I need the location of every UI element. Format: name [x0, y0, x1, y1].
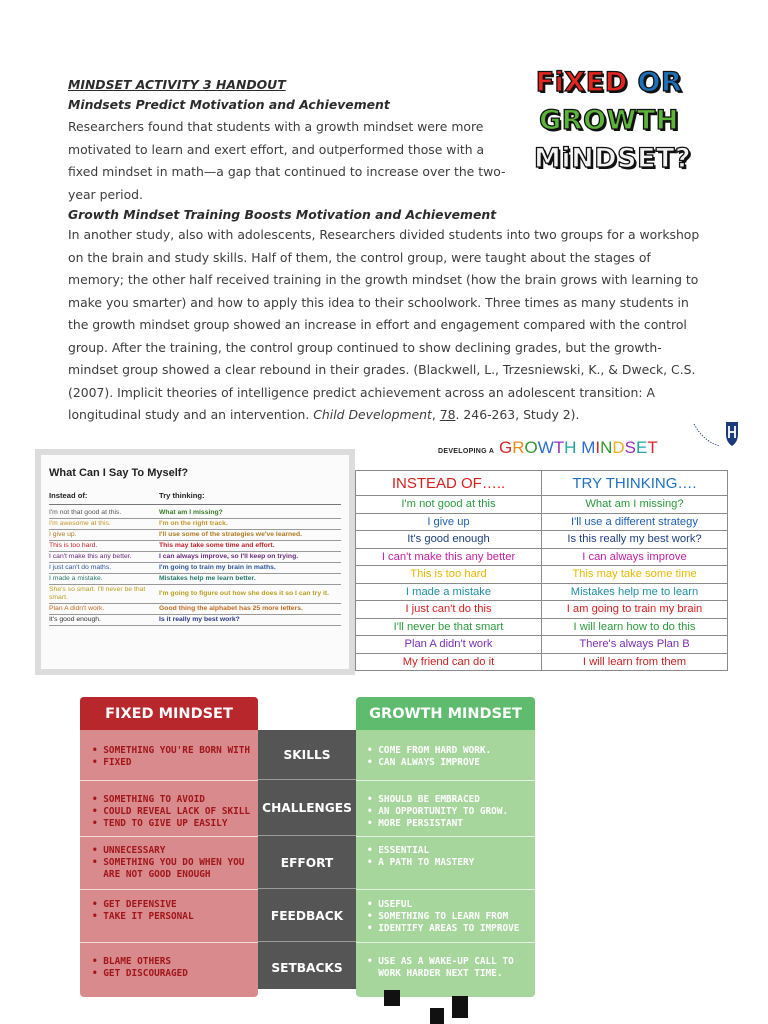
card-rows [49, 508, 341, 626]
growth-mindset-panel [356, 697, 535, 997]
growth-table-row [356, 531, 728, 549]
growth-separator [356, 836, 535, 837]
growth-table-row [356, 618, 728, 636]
category-label: EFFORT [280, 855, 334, 870]
card-row [49, 508, 341, 519]
card-cell-try: Mistakes help me learn better. [159, 575, 256, 582]
fixed-item-line: • UNNECESSARY [92, 845, 166, 856]
instead-of-cell: I just can't do this [356, 601, 542, 619]
card-cell-instead: I give up. [49, 531, 77, 538]
category-label: SKILLS [283, 748, 331, 762]
category-separator [258, 835, 356, 836]
instead-of-cell: I give up [356, 513, 542, 531]
growth-item-group [367, 794, 532, 830]
dev-title-letter: S [624, 438, 636, 457]
growth-mindset-table [355, 470, 728, 671]
growth-item-group [367, 845, 532, 869]
fixed-item-line: • COULD REVEAL LACK OF SKILL [92, 806, 251, 817]
growth-mindset-heading: GROWTH MINDSET [356, 697, 535, 730]
card-cell-instead: Plan A didn't work. [49, 605, 105, 612]
citation-pages: . 246-263, Study 2). [455, 407, 580, 422]
growth-item-line: • USE AS A WAKE-UP CALL TO [367, 956, 514, 967]
instead-of-cell: This is too hard [356, 566, 542, 584]
card-row [49, 585, 341, 604]
growth-table-row [356, 636, 728, 654]
instead-of-cell: My friend can do it [356, 653, 542, 671]
try-thinking-cell: I will learn how to do this [542, 618, 728, 636]
dev-title-letter: E [636, 438, 648, 457]
handout-title: MINDSET ACTIVITY 3 HANDOUT [68, 77, 286, 92]
growth-item-line: • ESSENTIAL [367, 845, 430, 856]
instead-of-cell: I made a mistake [356, 583, 542, 601]
instead-of-cell: I can't make this any better [356, 548, 542, 566]
card-cell-try: Is it really my best work? [159, 616, 240, 623]
dev-title-letter: I [595, 438, 601, 457]
try-thinking-cell: I can always improve [542, 548, 728, 566]
dev-title-prefix: DEVELOPING A [438, 448, 495, 455]
try-thinking-cell: I'll use a different strategy [542, 513, 728, 531]
fixed-item-group [92, 956, 257, 980]
category-separator [258, 941, 356, 942]
category-label: CHALLENGES [262, 801, 352, 815]
fixed-item-line: • GET DEFENSIVE [92, 899, 177, 910]
instead-of-cell: It's good enough [356, 531, 542, 549]
growth-item-line: • SOMETHING TO LEARN FROM [367, 911, 509, 922]
card-row [49, 519, 341, 530]
fixed-item-group [92, 745, 257, 769]
card-row [49, 552, 341, 563]
card-row [49, 615, 341, 626]
growth-item-line: WORK HARDER NEXT TIME. [367, 968, 503, 979]
what-can-i-say-card [35, 449, 355, 675]
card-row [49, 563, 341, 574]
growth-separator [356, 942, 535, 943]
growth-item-group [367, 956, 532, 980]
growth-separator [356, 780, 535, 781]
card-cell-instead: She's so smart. I'll never be that smart. [49, 586, 146, 601]
growth-table-body [356, 496, 728, 671]
header-try-thinking: TRY THINKING…. [542, 471, 728, 496]
growth-item-line: • USEFUL [367, 899, 413, 910]
growth-table-row [356, 496, 728, 514]
try-thinking-cell: There's always Plan B [542, 636, 728, 654]
study-text: In another study, also with adolescents, Researchers divided students into two groups for a workshop on the brain and study skills. Half of them, the control group, were taught about the stages of memory; the other half received training in the growth mindset (how the brain grows with learning to make you smarter) and how to apply this idea to their schoolwork. Three times as many students in the growth mindset group showed an increase in effort and engagement compared with the control group. After the training, the control group continued to show declining grades, but the growth-mindset group showed a clear rebound in their grades. (Blackwell, L., Trzesniewski, K., & Dweck, C.S. (2007). Implicit theories of intelligence predict achievement across an adolescent transition: A longitudinal study and an intervention. [68, 227, 700, 422]
growth-table-header [356, 471, 728, 496]
dev-title-letter: T [647, 438, 658, 457]
fixed-item-line: ARE NOT GOOD ENOUGH [92, 869, 211, 880]
card-cell-instead: It's good enough. [49, 616, 101, 623]
category-label: FEEDBACK [270, 908, 344, 923]
growth-separator [356, 889, 535, 890]
growth-item-line: • COME FROM HARD WORK. [367, 745, 492, 756]
card-cell-try: I'll use some of the strategies we've learned. [159, 531, 303, 538]
fixed-item-line: • TEND TO GIVE UP EASILY [92, 818, 228, 829]
section-heading-motivation: Mindsets Predict Motivation and Achievement [68, 97, 390, 112]
growth-item-line: • MORE PERSISTANT [367, 818, 463, 829]
instead-of-cell: I'm not good at this [356, 496, 542, 514]
try-thinking-cell: I will learn from them [542, 653, 728, 671]
card-cell-try: I'm going to train my brain in maths. [159, 564, 276, 571]
dev-title-letter: H [564, 438, 577, 457]
decorative-shape [452, 996, 468, 1018]
dev-title-letter: O [524, 438, 538, 457]
fixed-separator [80, 942, 258, 943]
logo-word-or: OR [637, 67, 683, 98]
card-cell-try: This may take some time and effort. [159, 542, 275, 549]
fixed-item-line: • SOMETHING TO AVOID [92, 794, 205, 805]
card-cell-instead: I'm not that good at this. [49, 509, 122, 516]
fixed-item-line: • BLAME OTHERS [92, 956, 172, 967]
journal-volume: 78 [439, 407, 456, 422]
fixed-separator [80, 780, 258, 781]
card-cell-instead: This is too hard. [49, 542, 98, 549]
section-heading-training: Growth Mindset Training Boosts Motivation and Achievement [68, 207, 497, 222]
fixed-item-line: • GET DISCOURAGED [92, 968, 188, 979]
growth-table-row [356, 566, 728, 584]
card-cell-instead: I can't make this any better. [49, 553, 132, 560]
fixed-separator [80, 836, 258, 837]
dev-title-growth [499, 438, 581, 457]
dev-title-letter: G [498, 438, 513, 457]
try-thinking-cell: What am I missing? [542, 496, 728, 514]
card-row [49, 541, 341, 552]
dev-title-letter: T [553, 438, 565, 457]
card-header-row [49, 491, 341, 505]
growth-item-group [367, 899, 532, 935]
journal-name: Child Development [313, 407, 432, 422]
developing-growth-mindset-title [438, 438, 658, 458]
growth-table-row [356, 513, 728, 531]
growth-item-line: • A PATH TO MASTERY [367, 857, 475, 868]
try-thinking-cell: I am going to train my brain [542, 601, 728, 619]
fixed-item-line: • FIXED [92, 757, 132, 768]
paragraph-research-findings: Researchers found that students with a growth mindset were more motivated to learn and exert effort, and outperformed those with a fixed mindset in math—a gap that continued to increase over the two-year period. [68, 119, 506, 202]
growth-item-line: • SHOULD BE EMBRACED [367, 794, 480, 805]
try-thinking-cell: Is this really my best work? [542, 531, 728, 549]
try-thinking-cell: Mistakes help me to learn [542, 583, 728, 601]
category-separator [258, 779, 356, 780]
school-crest-icon [690, 420, 740, 456]
category-label: SETBACKS [271, 961, 343, 975]
card-cell-instead: I just can't do maths. [49, 564, 112, 571]
card-cell-try: Good thing the alphabet has 25 more letters. [159, 605, 303, 612]
card-header-instead: Instead of: [49, 491, 88, 500]
card-cell-try: I'm going to figure out how she does it so I can try it. [159, 590, 330, 597]
dev-title-letter: M [581, 438, 596, 457]
dev-title-letter: W [537, 438, 554, 457]
growth-table-row [356, 548, 728, 566]
fixed-mindset-panel [80, 697, 258, 997]
growth-item-line: • AN OPPORTUNITY TO GROW. [367, 806, 509, 817]
try-thinking-cell: This may take some time [542, 566, 728, 584]
category-separator [258, 888, 356, 889]
fixed-item-group [92, 794, 257, 830]
fixed-separator [80, 889, 258, 890]
fixed-mindset-heading: FIXED MINDSET [80, 697, 258, 730]
fixed-or-growth-logo [534, 64, 692, 184]
dev-title-mindset [581, 438, 658, 457]
card-cell-try: What am I missing? [159, 509, 223, 516]
paragraph-study [68, 224, 704, 427]
card-row [49, 530, 341, 541]
fixed-item-line: • SOMETHING YOU'RE BORN WITH [92, 745, 251, 756]
card-row [49, 574, 341, 585]
fixed-item-group [92, 899, 257, 923]
card-header-try: Try thinking: [159, 491, 205, 500]
card-cell-instead: I made a mistake. [49, 575, 103, 582]
decorative-shape [384, 990, 400, 1006]
category-column [258, 730, 356, 989]
dev-title-letter: R [512, 438, 525, 457]
card-row [49, 604, 341, 615]
growth-item-line: • CAN ALWAYS IMPROVE [367, 757, 480, 768]
card-inner [41, 455, 349, 669]
citation-sep: , [431, 407, 440, 422]
logo-line-1 [534, 64, 684, 102]
card-cell-instead: I'm awesome at this. [49, 520, 111, 527]
card-cell-try: I can always improve, so I'll keep on trying. [159, 553, 299, 560]
growth-table-row [356, 583, 728, 601]
dev-title-letter: D [612, 438, 625, 457]
growth-item-group [367, 745, 532, 769]
growth-table-row [356, 601, 728, 619]
card-title: What Can I Say To Myself? [49, 467, 189, 479]
instead-of-cell: Plan A didn't work [356, 636, 542, 654]
growth-item-line: • IDENTIFY AREAS TO IMPROVE [367, 923, 520, 934]
decorative-shape [430, 1008, 444, 1024]
logo-word-fixed: FiXED [535, 67, 628, 98]
header-instead-of: INSTEAD OF….. [356, 471, 542, 496]
card-cell-try: I'm on the right track. [159, 520, 228, 527]
logo-word-mindset: MiNDSET? [534, 143, 692, 174]
logo-word-growth: GROWTH [539, 105, 679, 136]
growth-table-row [356, 653, 728, 671]
fixed-item-line: • SOMETHING YOU DO WHEN YOU [92, 857, 245, 868]
instead-of-cell: I'll never be that smart [356, 618, 542, 636]
fixed-item-group [92, 845, 257, 881]
dev-title-letter: N [600, 438, 613, 457]
fixed-item-line: • TAKE IT PERSONAL [92, 911, 194, 922]
